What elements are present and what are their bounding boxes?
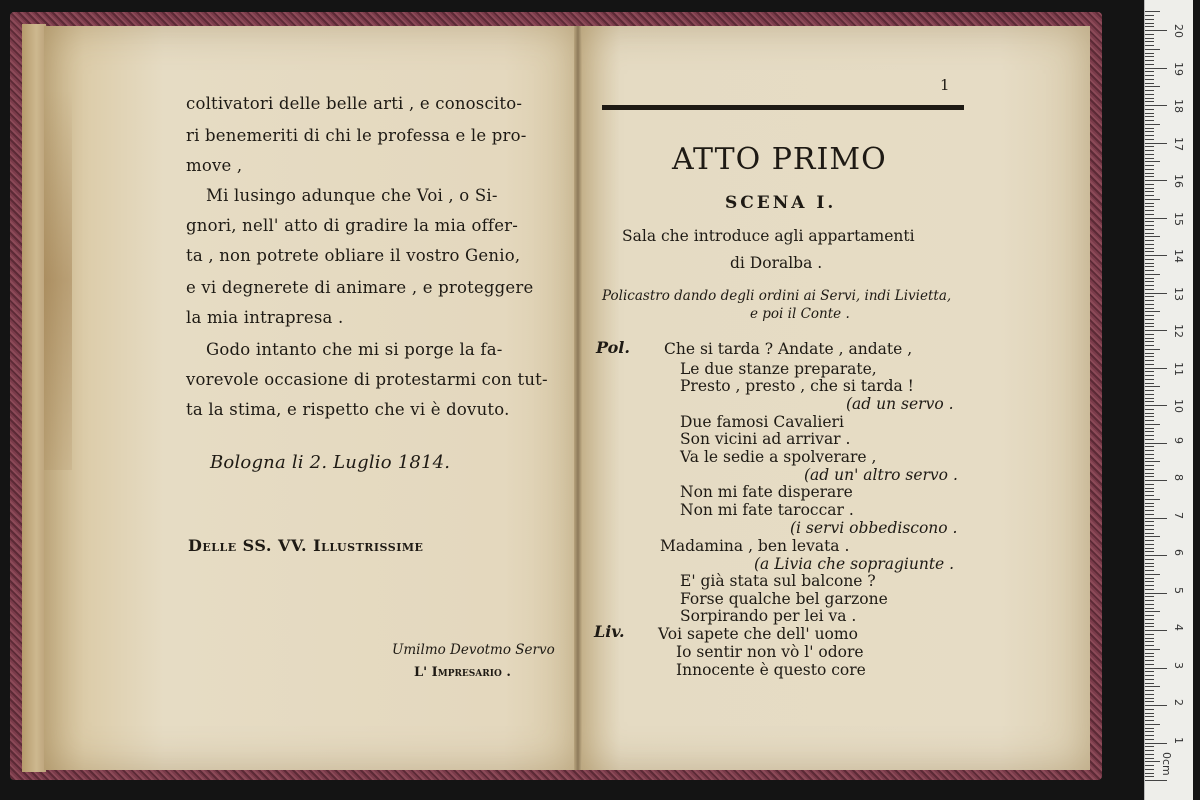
water-stain (44, 90, 72, 470)
ruler-tick (1145, 743, 1167, 744)
ruler-tick (1145, 296, 1154, 297)
ruler-tick (1145, 341, 1154, 342)
ruler-tick (1145, 634, 1154, 635)
ruler-tick (1145, 214, 1154, 215)
ruler-tick (1145, 304, 1154, 305)
ruler-tick (1145, 540, 1154, 541)
ruler-tick (1145, 409, 1154, 410)
ruler-tick (1145, 371, 1154, 372)
ruler-tick (1145, 143, 1167, 144)
ruler-number: 6 (1172, 549, 1185, 556)
ruler-tick (1145, 551, 1154, 552)
ruler-tick (1145, 548, 1154, 549)
verse-line: Forse qualche bel garzone (680, 590, 888, 608)
signature-title: L' Impresario . (414, 665, 511, 680)
ruler-number: 3 (1172, 661, 1185, 669)
ruler-tick (1145, 431, 1154, 432)
ruler-tick (1145, 398, 1154, 399)
ruler-tick (1145, 248, 1154, 249)
ruler-tick (1145, 450, 1154, 451)
ruler-tick (1145, 251, 1154, 252)
ruler-tick (1145, 364, 1154, 365)
ruler-tick (1145, 773, 1154, 774)
ruler-tick (1145, 491, 1154, 492)
ruler-tick (1145, 38, 1154, 39)
ruler-tick (1145, 270, 1154, 271)
ruler-tick (1145, 709, 1154, 710)
ruler-tick (1145, 375, 1154, 376)
ruler-tick (1145, 716, 1154, 717)
ruler-tick (1145, 776, 1154, 777)
ruler-tick (1145, 604, 1154, 605)
ruler-tick (1145, 581, 1154, 582)
ruler-tick (1145, 521, 1154, 522)
verse-line: Son vicini ad arrivar . (680, 430, 851, 448)
ruler-tick (1145, 150, 1154, 151)
ruler-tick (1145, 765, 1154, 766)
ruler-tick (1145, 323, 1154, 324)
ruler-tick (1145, 458, 1154, 459)
ruler-tick (1145, 536, 1160, 537)
ruler-tick (1145, 701, 1154, 702)
ruler-number: 18 (1172, 99, 1185, 113)
ruler-number: 15 (1172, 211, 1185, 226)
ruler-tick (1145, 544, 1154, 545)
ruler-tick (1145, 233, 1154, 234)
ruler-tick (1145, 480, 1167, 481)
verse-line: Madamina , ben levata . (660, 537, 850, 555)
ruler-number: 16 (1172, 174, 1185, 188)
ruler-tick (1145, 750, 1154, 751)
ruler-tick (1145, 679, 1154, 680)
ruler-tick (1145, 735, 1154, 736)
ruler-tick (1145, 626, 1154, 627)
setting-line: di Doralba . (730, 254, 823, 272)
ruler-tick (1145, 203, 1154, 204)
left-line: move , (186, 156, 243, 175)
ruler-tick (1145, 345, 1154, 346)
verse-line: Voi sapete che dell' uomo (658, 625, 858, 643)
verse-line: Due famosi Cavalieri (680, 413, 844, 431)
verse-direction: (a Livia che sopragiunte . (754, 555, 955, 573)
ruler-tick (1145, 221, 1154, 222)
ruler-tick (1145, 675, 1154, 676)
ruler-tick (1145, 101, 1154, 102)
ruler-tick (1145, 360, 1154, 361)
ruler-tick (1145, 274, 1160, 275)
ruler-number: 4 (1172, 624, 1185, 631)
ruler-tick (1145, 454, 1154, 455)
scene-heading: SCENA I. (725, 193, 837, 213)
ruler-tick (1145, 386, 1160, 387)
ruler-tick (1145, 49, 1160, 50)
left-line: e vi degnerete di animare , e proteggere (186, 278, 534, 297)
ruler-tick (1145, 259, 1154, 260)
signature-line: Umilmo Devotmo Servo (392, 642, 555, 658)
ruler-tick (1145, 623, 1154, 624)
ruler-tick (1145, 600, 1154, 601)
ruler-tick (1145, 608, 1154, 609)
ruler-tick (1145, 330, 1167, 331)
ruler-tick (1145, 285, 1154, 286)
ruler-number: 8 (1172, 474, 1185, 481)
measurement-ruler (1144, 0, 1193, 800)
verse-line: Non mi fate disperare (680, 483, 853, 501)
ruler-tick (1145, 585, 1154, 586)
ruler-number: 19 (1172, 61, 1185, 76)
ruler-tick (1145, 116, 1154, 117)
page-stack-edge (22, 24, 46, 772)
ruler-tick (1145, 56, 1154, 57)
date-line: Bologna li 2. Luglio 1814. (210, 452, 451, 473)
ruler-tick (1145, 416, 1154, 417)
ruler-tick (1145, 439, 1154, 440)
ruler-tick (1145, 638, 1154, 639)
ruler-tick (1145, 469, 1154, 470)
ruler-tick (1145, 236, 1160, 237)
ruler-tick (1145, 94, 1154, 95)
ruler-tick (1145, 533, 1154, 534)
ruler-tick (1145, 139, 1154, 140)
ruler-tick (1145, 503, 1154, 504)
ruler-tick (1145, 518, 1167, 519)
ruler-tick (1145, 739, 1154, 740)
ruler-tick (1145, 424, 1160, 425)
ruler-tick (1145, 41, 1154, 42)
ruler-tick (1145, 188, 1154, 189)
speaker-label: Liv. (594, 622, 625, 641)
ruler-tick (1145, 308, 1154, 309)
book-gutter (574, 26, 582, 770)
ruler-tick (1145, 495, 1154, 496)
ruler-tick (1145, 413, 1154, 414)
ruler-tick (1145, 724, 1160, 725)
stage-direction: Policastro dando degli ordini ai Servi, indi Livietta, (602, 288, 952, 304)
ruler-number: 10 (1172, 399, 1185, 413)
ruler-tick (1145, 683, 1154, 684)
ruler-tick (1145, 173, 1154, 174)
ruler-tick (1145, 390, 1154, 391)
left-line: Mi lusingo adunque che Voi , o Si- (206, 186, 498, 205)
ruler-number: 13 (1172, 286, 1185, 301)
ruler-tick (1145, 686, 1160, 687)
ruler-tick (1145, 758, 1154, 759)
ruler-tick (1145, 525, 1154, 526)
verse-line: Presto , presto , che si tarda ! (680, 377, 914, 395)
left-line: gnori, nell' atto di gradire la mia offer- (186, 216, 519, 235)
verse-line: Le due stanze preparate, (680, 360, 877, 378)
ruler-tick (1145, 465, 1154, 466)
ruler-tick (1145, 566, 1154, 567)
verse-line: Sorpirando per lei va . (680, 607, 857, 625)
ruler-tick (1145, 488, 1154, 489)
ruler-tick (1145, 60, 1154, 61)
ruler-tick (1145, 30, 1167, 31)
ruler-tick (1145, 394, 1154, 395)
stage-direction: e poi il Conte . (750, 306, 850, 322)
ruler-tick (1145, 176, 1154, 177)
ruler-tick (1145, 64, 1154, 65)
ruler-tick (1145, 401, 1154, 402)
header-rule (602, 105, 964, 110)
ruler-tick (1145, 11, 1160, 12)
ruler-tick (1145, 131, 1154, 132)
ruler-tick (1145, 154, 1154, 155)
ruler-tick (1145, 165, 1154, 166)
speaker-label: Pol. (596, 338, 630, 357)
ruler-tick (1145, 668, 1167, 669)
ruler-number: 1 (1172, 736, 1185, 744)
ruler-tick (1145, 694, 1154, 695)
ruler-tick (1145, 578, 1154, 579)
ruler-tick (1145, 83, 1154, 84)
ruler-tick (1145, 353, 1154, 354)
ruler-tick (1145, 476, 1154, 477)
ruler-tick (1145, 319, 1154, 320)
verse-direction: (i servi obbediscono . (790, 519, 958, 537)
ruler-tick (1145, 263, 1154, 264)
ruler-tick (1145, 229, 1154, 230)
ruler-tick (1145, 23, 1154, 24)
ruler-number: 2 (1172, 699, 1185, 706)
ruler-number: 9 (1172, 436, 1185, 444)
ruler-tick (1145, 510, 1154, 511)
ruler-tick (1145, 705, 1167, 706)
ruler-tick (1145, 255, 1167, 256)
ruler-tick (1145, 218, 1167, 219)
ruler-tick (1145, 266, 1154, 267)
ruler-tick (1145, 698, 1154, 699)
ruler-number: 7 (1172, 511, 1185, 519)
ruler-tick (1145, 210, 1154, 211)
left-line: ta , non potrete obliare il vostro Genio, (186, 246, 521, 265)
ruler-tick (1145, 135, 1154, 136)
ruler-tick (1145, 240, 1154, 241)
left-line: la mia intrapresa . (186, 308, 344, 327)
ruler-tick (1145, 656, 1154, 657)
verse-line: Io sentir non vò l' odore (676, 643, 864, 661)
ruler-tick (1145, 158, 1154, 159)
ruler-tick (1145, 664, 1154, 665)
ruler-tick (1145, 630, 1167, 631)
ruler-tick (1145, 199, 1160, 200)
ruler-tick (1145, 428, 1154, 429)
ruler-tick (1145, 649, 1160, 650)
ruler-tick (1145, 713, 1154, 714)
ruler-number: 20 (1172, 24, 1185, 38)
ruler-tick (1145, 334, 1154, 335)
ruler-tick (1145, 180, 1167, 181)
ruler-tick (1145, 191, 1154, 192)
ruler-tick (1145, 326, 1154, 327)
left-line: ta la stima, e rispetto che vi è dovuto. (186, 400, 510, 419)
ruler-tick (1145, 120, 1154, 121)
act-title: ATTO PRIMO (672, 142, 887, 177)
ruler-tick (1145, 645, 1154, 646)
ruler-tick (1145, 769, 1154, 770)
ruler-tick (1145, 754, 1154, 755)
ruler-tick (1145, 484, 1154, 485)
ruler-tick (1145, 315, 1154, 316)
ruler-tick (1145, 206, 1154, 207)
verse-line: Non mi fate taroccar . (680, 501, 854, 519)
ruler-tick (1145, 593, 1167, 594)
ruler-tick (1145, 443, 1167, 444)
ruler-tick (1145, 98, 1154, 99)
ruler-tick (1145, 278, 1154, 279)
ruler-tick (1145, 68, 1167, 69)
ruler-tick (1145, 281, 1154, 282)
ruler-tick (1145, 293, 1167, 294)
ruler-tick (1145, 731, 1154, 732)
ruler-tick (1145, 653, 1154, 654)
ruler-tick (1145, 161, 1160, 162)
ruler-unit-label: 0cm (1160, 752, 1173, 776)
ruler-tick (1145, 596, 1154, 597)
left-line: ri benemeriti di chi le professa e le pro- (186, 126, 527, 145)
ruler-tick (1145, 105, 1167, 106)
ruler-tick (1145, 383, 1154, 384)
ruler-number: 11 (1172, 361, 1185, 376)
ruler-tick (1145, 19, 1154, 20)
ruler-tick (1145, 514, 1154, 515)
ruler-tick (1145, 660, 1154, 661)
setting-line: Sala che introduce agli appartamenti (622, 227, 915, 245)
ruler-tick (1145, 728, 1154, 729)
ruler-tick (1145, 53, 1154, 54)
ruler-tick (1145, 15, 1154, 16)
verse-direction: (ad un servo . (846, 395, 954, 413)
ruler-tick (1145, 435, 1154, 436)
ruler-tick (1145, 311, 1160, 312)
ruler-tick (1145, 26, 1154, 27)
ruler-tick (1145, 225, 1154, 226)
ruler-tick (1145, 641, 1154, 642)
ruler-tick (1145, 86, 1160, 87)
ruler-tick (1145, 499, 1160, 500)
ruler-tick (1145, 563, 1154, 564)
ruler-tick (1145, 368, 1167, 369)
left-line: vorevole occasione di protestarmi con tut- (186, 370, 548, 389)
ruler-tick (1145, 195, 1154, 196)
ruler-tick (1145, 615, 1154, 616)
ruler-tick (1145, 611, 1160, 612)
ruler-tick (1145, 75, 1154, 76)
ruler-tick (1145, 79, 1154, 80)
ruler-tick (1145, 405, 1167, 406)
ruler-tick (1145, 109, 1154, 110)
ruler-tick (1145, 473, 1154, 474)
ruler-number: 12 (1172, 324, 1185, 338)
ruler-tick (1145, 90, 1154, 91)
ruler-tick (1145, 34, 1154, 35)
ruler-tick (1145, 128, 1154, 129)
ruler-tick (1145, 356, 1154, 357)
salutation: Delle SS. VV. Illustrissime (188, 536, 424, 555)
ruler-tick (1145, 746, 1154, 747)
ruler-tick (1145, 589, 1154, 590)
ruler-tick (1145, 71, 1154, 72)
ruler-tick (1145, 300, 1154, 301)
ruler-number: 14 (1172, 249, 1185, 263)
ruler-tick (1145, 169, 1154, 170)
ruler-tick (1145, 574, 1160, 575)
page-number: 1 (940, 76, 950, 94)
ruler-tick (1145, 461, 1160, 462)
ruler-tick (1145, 559, 1154, 560)
ruler-tick (1145, 244, 1154, 245)
ruler-tick (1145, 690, 1154, 691)
ruler-tick (1145, 113, 1154, 114)
ruler-tick (1145, 555, 1167, 556)
ruler-tick (1145, 338, 1154, 339)
ruler-tick (1145, 446, 1154, 447)
ruler-tick (1145, 570, 1154, 571)
ruler-tick (1145, 420, 1154, 421)
verse-direction: (ad un' altro servo . (804, 466, 958, 484)
left-line: Godo intanto che mi si porge la fa- (206, 340, 503, 359)
verse-line: E' già stata sul balcone ? (680, 572, 876, 590)
left-line: coltivatori delle belle arti , e conoscito- (186, 94, 523, 113)
ruler-tick (1145, 289, 1154, 290)
ruler-tick (1145, 780, 1167, 781)
ruler-tick (1145, 761, 1160, 762)
ruler-tick (1145, 720, 1154, 721)
verse-line: Innocente è questo core (676, 661, 866, 679)
ruler-tick (1145, 45, 1154, 46)
ruler-tick (1145, 124, 1160, 125)
ruler-tick (1145, 671, 1154, 672)
ruler-number: 17 (1172, 136, 1185, 151)
ruler-tick (1145, 146, 1154, 147)
ruler-tick (1145, 619, 1154, 620)
ruler-number: 5 (1172, 586, 1185, 594)
ruler-tick (1145, 506, 1154, 507)
ruler-tick (1145, 184, 1154, 185)
ruler-tick (1145, 379, 1154, 380)
ruler-tick (1145, 349, 1160, 350)
ruler-tick (1145, 529, 1154, 530)
verse-line: Va le sedie a spolverare , (680, 448, 877, 466)
verse-line: Che si tarda ? Andate , andate , (664, 340, 913, 358)
